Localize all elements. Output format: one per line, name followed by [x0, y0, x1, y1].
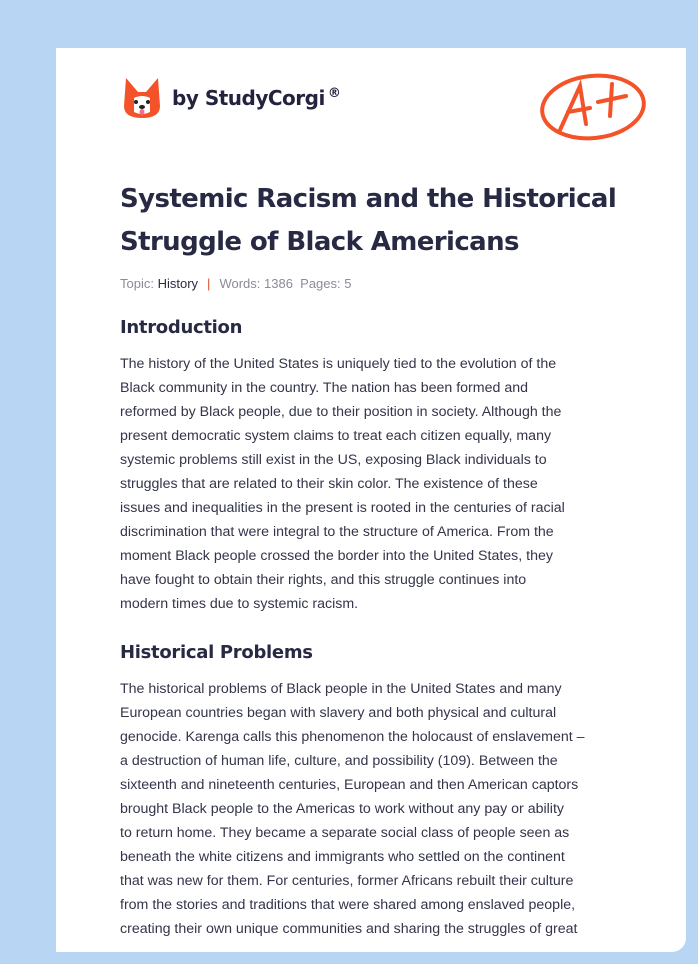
- page-title: Systemic Racism and the Historical Struggle of Black Americans: [120, 184, 617, 257]
- section-heading: Introduction: [120, 317, 243, 338]
- section-paragraph: The history of the United States is uniquely tied to the evolution of the Black community in the country. The nation has been formed and reformed by Black people, due to their position in society. Although the present democratic system claims to treat each citizen equally, many systemic problems still exist in the US, exposing Black individuals to struggles that are related to their skin color. The existence of these issues and inequalities in the present is rooted in the centuries of racial discrimination that were integral to the structure of America. From the moment Black people crossed the border into the United States, they have fought to obtain their rights, and this struggle continues into modern times due to systemic racism.: [120, 356, 565, 612]
- studycorgi-logo[interactable]: [122, 76, 340, 120]
- brand-name: by StudyCorgi ®: [172, 86, 341, 110]
- corgi-icon: [122, 76, 162, 120]
- document-meta: Topic: History | Words: 1386 Pages: 5: [120, 276, 352, 291]
- a-plus-grade-icon: [538, 72, 650, 142]
- section-paragraph: The historical problems of Black people in the United States and many European countries began with slavery and both physical and cultural genocide. Karenga calls this phenomenon the holocaust of enslavement – a destruction of human life, culture, and possibility (109). Between the sixteenth and nineteenth centuries, European and then American captors brought Black people to the Americas to work without any pay or ability to return home. They became a separate social class of people seen as beneath the white citizens and immigrants who settled on the continent that was new for them. For centuries, former Africans rebuilt their culture from the stories and traditions that were shared among enslaved people, creating their own unique communities and sharing the struggles of great: [120, 681, 585, 937]
- topic-link[interactable]: History: [157, 276, 199, 291]
- document-card: [56, 48, 686, 952]
- section-heading: Historical Problems: [120, 642, 313, 663]
